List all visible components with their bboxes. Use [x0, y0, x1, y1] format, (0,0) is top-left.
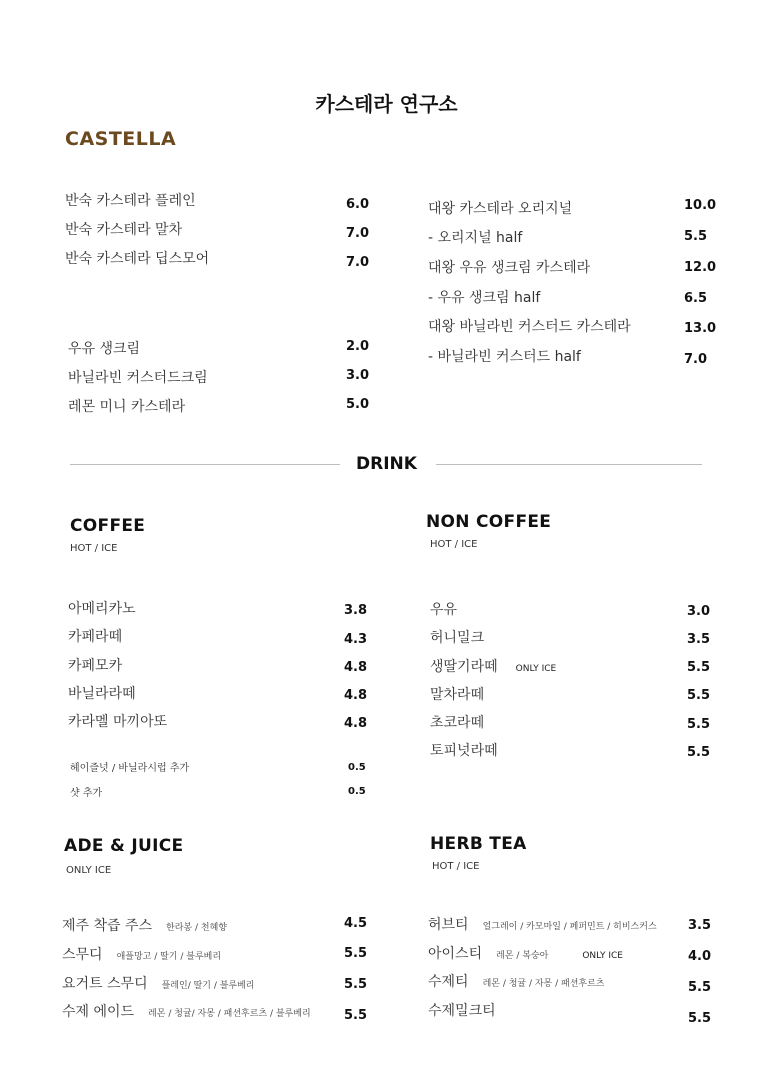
list-item: 반숙 카스테라 말차 — [65, 222, 183, 238]
item-price: 4.8 — [344, 716, 368, 731]
item-price: 3.8 — [344, 603, 368, 618]
list-item: 우유 — [430, 602, 458, 618]
item-price: 3.0 — [687, 604, 711, 619]
item-price: 5.5 — [687, 717, 711, 732]
item-price: 5.5 — [684, 229, 708, 244]
ade-juice-subheading: ONLY ICE — [66, 865, 112, 876]
list-item: - 우유 생크림 half — [428, 290, 541, 306]
list-item — [428, 943, 623, 963]
item-price: 4.5 — [344, 916, 368, 931]
item-price: 5.5 — [687, 660, 711, 675]
item-name: 스무디 — [62, 947, 103, 963]
list-item: - 오리지널 half — [428, 230, 523, 246]
item-name: 수제티 — [428, 974, 469, 990]
list-item — [62, 973, 255, 993]
item-price: 6.5 — [684, 291, 708, 306]
list-item — [428, 914, 657, 934]
item-price: 4.8 — [344, 688, 368, 703]
item-options: 플레인/ 딸기 / 블루베리 — [161, 981, 255, 991]
item-name: 생딸기라떼 — [430, 659, 498, 675]
item-price: 5.5 — [687, 745, 711, 760]
item-options: 애플망고 / 딸기 / 블루베리 — [116, 952, 222, 962]
item-price: 12.0 — [684, 260, 717, 275]
item-price: 5.5 — [344, 946, 368, 961]
item-price: 6.0 — [346, 197, 370, 212]
coffee-heading: COFFEE — [70, 516, 146, 536]
list-item: 샷 추가 — [70, 788, 103, 799]
item-price: 7.0 — [684, 352, 708, 367]
item-name: 수제 에이드 — [62, 1004, 135, 1020]
item-price: 4.3 — [344, 632, 368, 647]
list-item: 우유 생크림 — [68, 341, 141, 357]
list-item — [62, 915, 227, 935]
list-item: 헤이즐넛 / 바닐라시럽 추가 — [70, 763, 190, 774]
item-price: 5.0 — [346, 397, 370, 412]
list-item — [428, 971, 604, 991]
item-price: 4.0 — [688, 949, 712, 964]
list-item: 대왕 카스테라 오리지널 — [428, 201, 573, 217]
castella-heading: CASTELLA — [65, 128, 177, 150]
ade-juice-heading: ADE & JUICE — [64, 836, 184, 856]
coffee-subheading: HOT / ICE — [70, 543, 118, 554]
list-item: 말차라떼 — [430, 687, 485, 703]
item-price: 3.5 — [688, 918, 712, 933]
list-item: 레몬 미니 카스테라 — [68, 399, 186, 415]
list-item — [62, 944, 221, 964]
list-item: 카페라떼 — [68, 629, 123, 645]
list-item: 카라멜 마끼아또 — [68, 714, 168, 730]
list-item: 바닐라라떼 — [68, 686, 136, 702]
list-item: 허니밀크 — [430, 630, 485, 646]
drink-heading: DRINK — [356, 454, 417, 474]
item-price: 5.5 — [688, 1011, 712, 1026]
item-name: 요거트 스무디 — [62, 976, 148, 992]
item-price: 13.0 — [684, 321, 717, 336]
item-name: 아이스티 — [428, 946, 483, 962]
list-item: 대왕 바닐라빈 커스터드 카스테라 — [428, 319, 631, 335]
non-coffee-subheading: HOT / ICE — [430, 539, 478, 550]
item-price: 3.5 — [687, 632, 711, 647]
item-price: 10.0 — [684, 198, 717, 213]
list-item — [62, 1001, 311, 1021]
list-item — [430, 656, 556, 676]
item-price: 3.0 — [346, 368, 370, 383]
herb-tea-subheading: HOT / ICE — [432, 861, 480, 872]
non-coffee-heading: NON COFFEE — [426, 512, 552, 532]
item-options: 한라봉 / 천혜향 — [166, 923, 227, 933]
list-item: 아메리카노 — [68, 601, 136, 617]
item-price: 5.5 — [344, 977, 368, 992]
list-item: 초코라떼 — [430, 715, 485, 731]
list-item: 반숙 카스테라 딥스모어 — [65, 251, 210, 267]
item-options: 얼그레이 / 카모마일 / 페퍼민트 / 히비스커스 — [482, 922, 657, 932]
list-item: - 바닐라빈 커스터드 half — [428, 349, 581, 365]
item-price: 0.5 — [348, 762, 366, 773]
list-item: 카페모카 — [68, 658, 123, 674]
item-options: 레몬 / 복숭아 — [496, 951, 549, 961]
list-item: 반숙 카스테라 플레인 — [65, 193, 196, 209]
item-price: 5.5 — [687, 688, 711, 703]
item-note: ONLY ICE — [515, 664, 557, 674]
item-price: 7.0 — [346, 255, 370, 270]
list-item: 토피넛라떼 — [430, 743, 498, 759]
herb-tea-heading: HERB TEA — [430, 834, 527, 854]
item-price: 7.0 — [346, 226, 370, 241]
list-item: 바닐라빈 커스터드크림 — [68, 370, 208, 386]
item-price: 2.0 — [346, 339, 370, 354]
page-title: 카스테라 연구소 — [315, 92, 458, 116]
item-price: 4.8 — [344, 660, 368, 675]
item-name: 제주 착즙 주스 — [62, 918, 153, 934]
item-price: 0.5 — [348, 786, 366, 797]
item-price: 5.5 — [344, 1008, 368, 1023]
item-note: ONLY ICE — [582, 951, 623, 961]
item-options: 레몬 / 청귤/ 자몽 / 패션후르츠 / 블루베리 — [148, 1009, 311, 1019]
list-item: 수제밀크티 — [428, 1003, 496, 1019]
item-options: 레몬 / 청귤 / 자몽 / 패션후르츠 — [482, 979, 605, 989]
item-name: 허브티 — [428, 917, 469, 933]
divider-right — [436, 464, 702, 465]
list-item: 대왕 우유 생크림 카스테라 — [428, 260, 591, 276]
item-price: 5.5 — [688, 980, 712, 995]
